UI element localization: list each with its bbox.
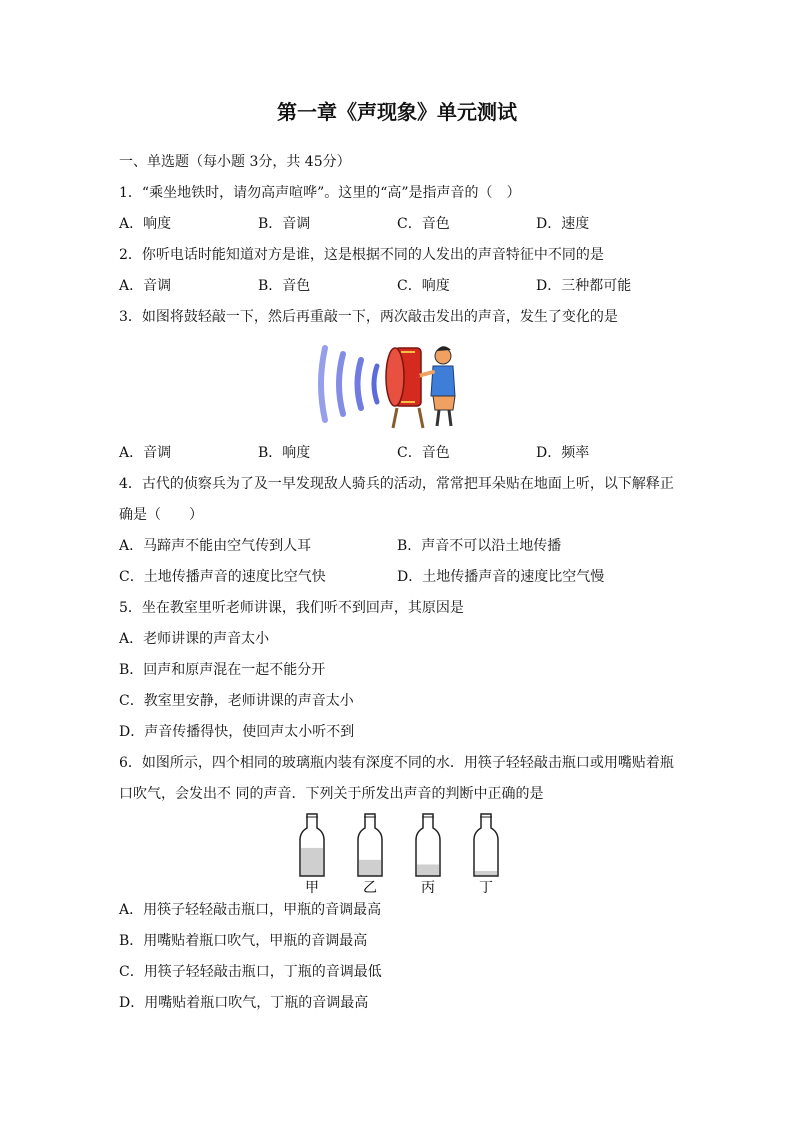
question-4-stem-line1: 4．古代的侦察兵为了及一早发现敌人骑兵的活动，常常把耳朵贴在地面上听，以下解释正 [119,476,674,492]
q5-option-d: D．声音传播得快，使回声太小听不到 [119,724,355,740]
question-3-stem: 3．如图将鼓轻敲一下，然后再重敲一下，两次敲击发出的声音，发生了变化的是 [119,309,618,325]
bottle-4 [474,814,498,896]
bottle-label-1: 甲 [305,880,319,896]
q5-option-b: B．回声和原声混在一起不能分开 [119,662,326,678]
drum-figure [315,338,465,430]
sound-wave-icon [321,348,377,420]
question-4-stem-line2: 确是（ ） [119,507,203,523]
section-heading: 一、单选题（每小题 3分，共 45分） [119,154,351,170]
drum-icon [386,348,423,428]
q6-option-b: B．用嘴贴着瓶口吹气，甲瓶的音调最高 [119,933,368,949]
q3-option-b: B．响度 [258,445,311,461]
q3-option-d: D．频率 [536,445,590,461]
bottle-label-2: 乙 [363,880,377,896]
question-5-stem: 5．坐在教室里听老师讲课，我们听不到回声，其原因是 [119,600,464,616]
q2-option-b: B．音色 [258,278,311,294]
bottle-label-3: 丙 [421,880,435,896]
q6-option-a: A．用筷子轻轻敲击瓶口，甲瓶的音调最高 [119,902,382,918]
bottle-water-1 [301,848,323,876]
question-6-stem-line1: 6．如图所示，四个相同的玻璃瓶内装有深度不同的水．用筷子轻轻敲击瓶口或用嘴贴着瓶 [119,755,674,771]
q1-option-a: A．响度 [119,216,172,232]
bottles-figure [290,812,510,896]
q4-option-c: C．土地传播声音的速度比空气快 [119,569,326,585]
q5-option-c: C．教室里安静，老师讲课的声音太小 [119,693,354,709]
q2-option-d: D．三种都可能 [536,278,632,294]
q2-option-c: C．响度 [397,278,450,294]
q4-option-a: A．马蹄声不能由空气传到人耳 [119,538,312,554]
q1-option-d: D．速度 [536,216,590,232]
q4-option-b: B．声音不可以沿土地传播 [397,538,562,554]
bottle-water-4 [475,871,497,876]
question-6-stem-line2: 口吹气，会发出不 同的声音．下列关于所发出声音的判断中正确的是 [119,786,544,802]
bottle-3 [416,814,440,896]
page-title: 第一章《声现象》单元测试 [277,100,517,124]
bottle-2 [358,814,382,896]
bottle-water-3 [417,864,439,876]
bottle-1 [300,814,324,896]
question-2-stem: 2．你听电话时能知道对方是谁，这是根据不同的人发出的声音特征中不同的是 [119,247,604,263]
bottle-outline-4 [474,814,498,876]
bottle-label-4: 丁 [479,880,493,896]
q5-option-a: A．老师讲课的声音太小 [119,631,270,647]
q2-option-a: A．音调 [119,278,172,294]
q1-option-c: C．音色 [397,216,450,232]
q4-option-d: D．土地传播声音的速度比空气慢 [397,569,605,585]
q1-option-b: B．音调 [258,216,311,232]
q3-option-a: A．音调 [119,445,172,461]
q6-option-c: C．用筷子轻轻敲击瓶口，丁瓶的音调最低 [119,964,382,980]
q6-option-d: D．用嘴贴着瓶口吹气，丁瓶的音调最高 [119,995,369,1011]
q3-option-c: C．音色 [397,445,450,461]
bottle-water-2 [359,860,381,876]
question-1-stem: 1．“乘坐地铁时，请勿高声喧哗”。这里的“高”是指声音的（ ） [119,185,521,201]
